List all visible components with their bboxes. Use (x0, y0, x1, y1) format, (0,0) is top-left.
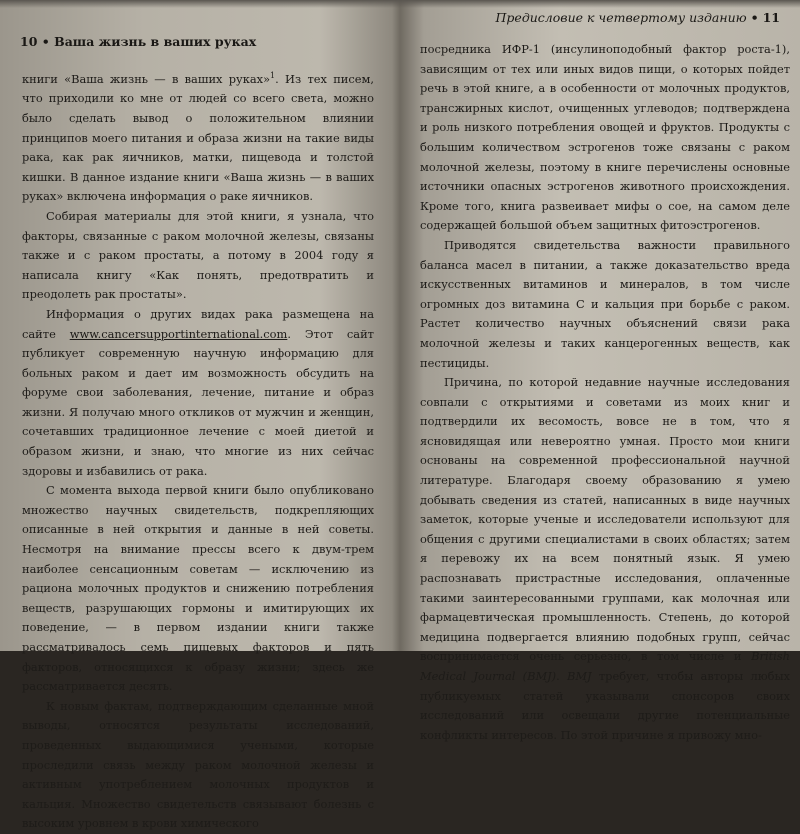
paragraph: Приводятся свидетельства важности правильного баланса масел в питании, а также доказательство вреда искусственных витаминов и минералов, в том числе огромных доз витамина С и кальция при борьбе с раком. Растет количество научных объяснений связи рака молочной железы и таких канцерогенных веществ, как пестициды. (420, 237, 790, 370)
right-running-header (496, 10, 780, 25)
left-page-body (22, 66, 374, 834)
right-header-bullet: • (750, 10, 759, 25)
right-page-body (420, 40, 790, 745)
right-page (404, 0, 800, 742)
left-page (0, 0, 392, 831)
journal-title: British Medical Journal (BMJ) (420, 649, 790, 683)
left-running-title: Ваша жизнь в ваших руках (54, 34, 257, 49)
paragraph: Собирая материалы для этой книги, я узнала, что факторы, связанные с раком молочной железы, связаны также и с раком простаты, а потому в 2004 году я написала книгу «Как понять, предотвратить и преодолеть рак простаты». (22, 208, 374, 302)
paragraph: посредника ИФР-1 (инсулиноподобный фактор роста-1), зависящим от тех или иных видов пищи, о которых пойдет речь в этой книге, а в особенности от молочных продуктов, трансжирных кислот, очищенных углеводов; подтверждена и роль низкого потребления овощей и фруктов. Продукты с большим количеством эстрогенов тоже связаны с раком молочной железы, поэтому в книге перечислены основные источники опасных эстрогенов животного происхождения. Кроме того, книга развеивает мифы о сое, на самом деле содержащей большой объем защитных фитоэстрогенов. (420, 42, 790, 233)
paragraph: Причина, по которой недавние научные исследования совпали с открытиями и советами из моих книг и подтвердили их весомость, вовсе не в том, что я ясновидящая или невероятно умная. Просто мои книги основаны на современной профессиональной научной литературе. Благодаря своему образованию я умею добывать сведения из статей, написанных в виде научных заметок, которые ученые и исследователи используют для общения с другими специалистами в своих областях; затем я перевожу их на всем понятный язык. Я умею распознавать пристрастные исследования, оплаченные такими заинтересованными группами, как молочная или фармацевтическая промышленность. Степень, до которой медицина подвергается влиянию подобных групп, сейчас воспринимается очень серьезно, в том числе и British Medical Journal (BMJ). BMJ требует, чтобы авторы любых публикуемых статей указывали спонсоров своих исследований или освещали другие потенциальные конфликты интересов. По этой причине я привожу мно- (420, 375, 791, 742)
right-running-title: Предисловие к четвертому изданию (495, 10, 747, 25)
website-link[interactable]: www.cancersupportinternational.com (69, 326, 288, 341)
journal-abbrev: BMJ (567, 669, 592, 683)
right-page-number: 11 (762, 10, 780, 25)
left-running-header (20, 34, 256, 49)
left-page-number: 10 (20, 34, 38, 49)
paragraph: Информация о других видах рака размещена на сайте www.cancersupportinternational.com. Этот сайт публикует современную научную информацию для больных раком и дает им возможность обсудить на форуме свои заболевания, лечение, питание и образ жизни. Я получаю много откликов от мужчин и женщин, сочетавших традиционное лечение с моей диетой и образом жизни, и знаю, что многие из них сейчас здоровы и избавились от рака. (22, 306, 374, 478)
paragraph: С момента выхода первой книги было опубликовано множество научных свидетельств, подкрепляющих описанные в ней открытия и данные в ней советы. Несмотря на внимание прессы всего к двум-трем наиболее сенсационным советам — исключению из рациона молочных продуктов и снижению потребления веществ, разрушающих гормоны и имитирующих их поведение, — в первом издании книги также рассматривалось семь пищевых факторов и пять факторов, относящихся к образу жизни; здесь же рассматривается десять. (22, 483, 374, 694)
paragraph: книги «Ваша жизнь — в ваших руках»$^1$. Из тех писем, что приходили ко мне от людей со всего света, можно было сделать вывод о положительном влиянии принципов моего питания и образа жизни на такие виды рака, как рак яичников, матки, пищевода и толстой кишки. В данное издание книги «Ваша жизнь — в ваших руках» включена информация о раке яичников. (22, 71, 374, 204)
paragraph: К новым фактам, подтверждающим сделанные мной выводы, относятся результаты исследований, проведенных выдающимися учеными, которые проследили связь между раком молочной железы и активным употреблением молочных продуктов и кальция. Множество свидетельств связывают болезнь с высоким уровнем в крови химического (22, 698, 374, 831)
footnote-marker: 1 (270, 71, 276, 80)
left-header-bullet: • (41, 34, 50, 49)
